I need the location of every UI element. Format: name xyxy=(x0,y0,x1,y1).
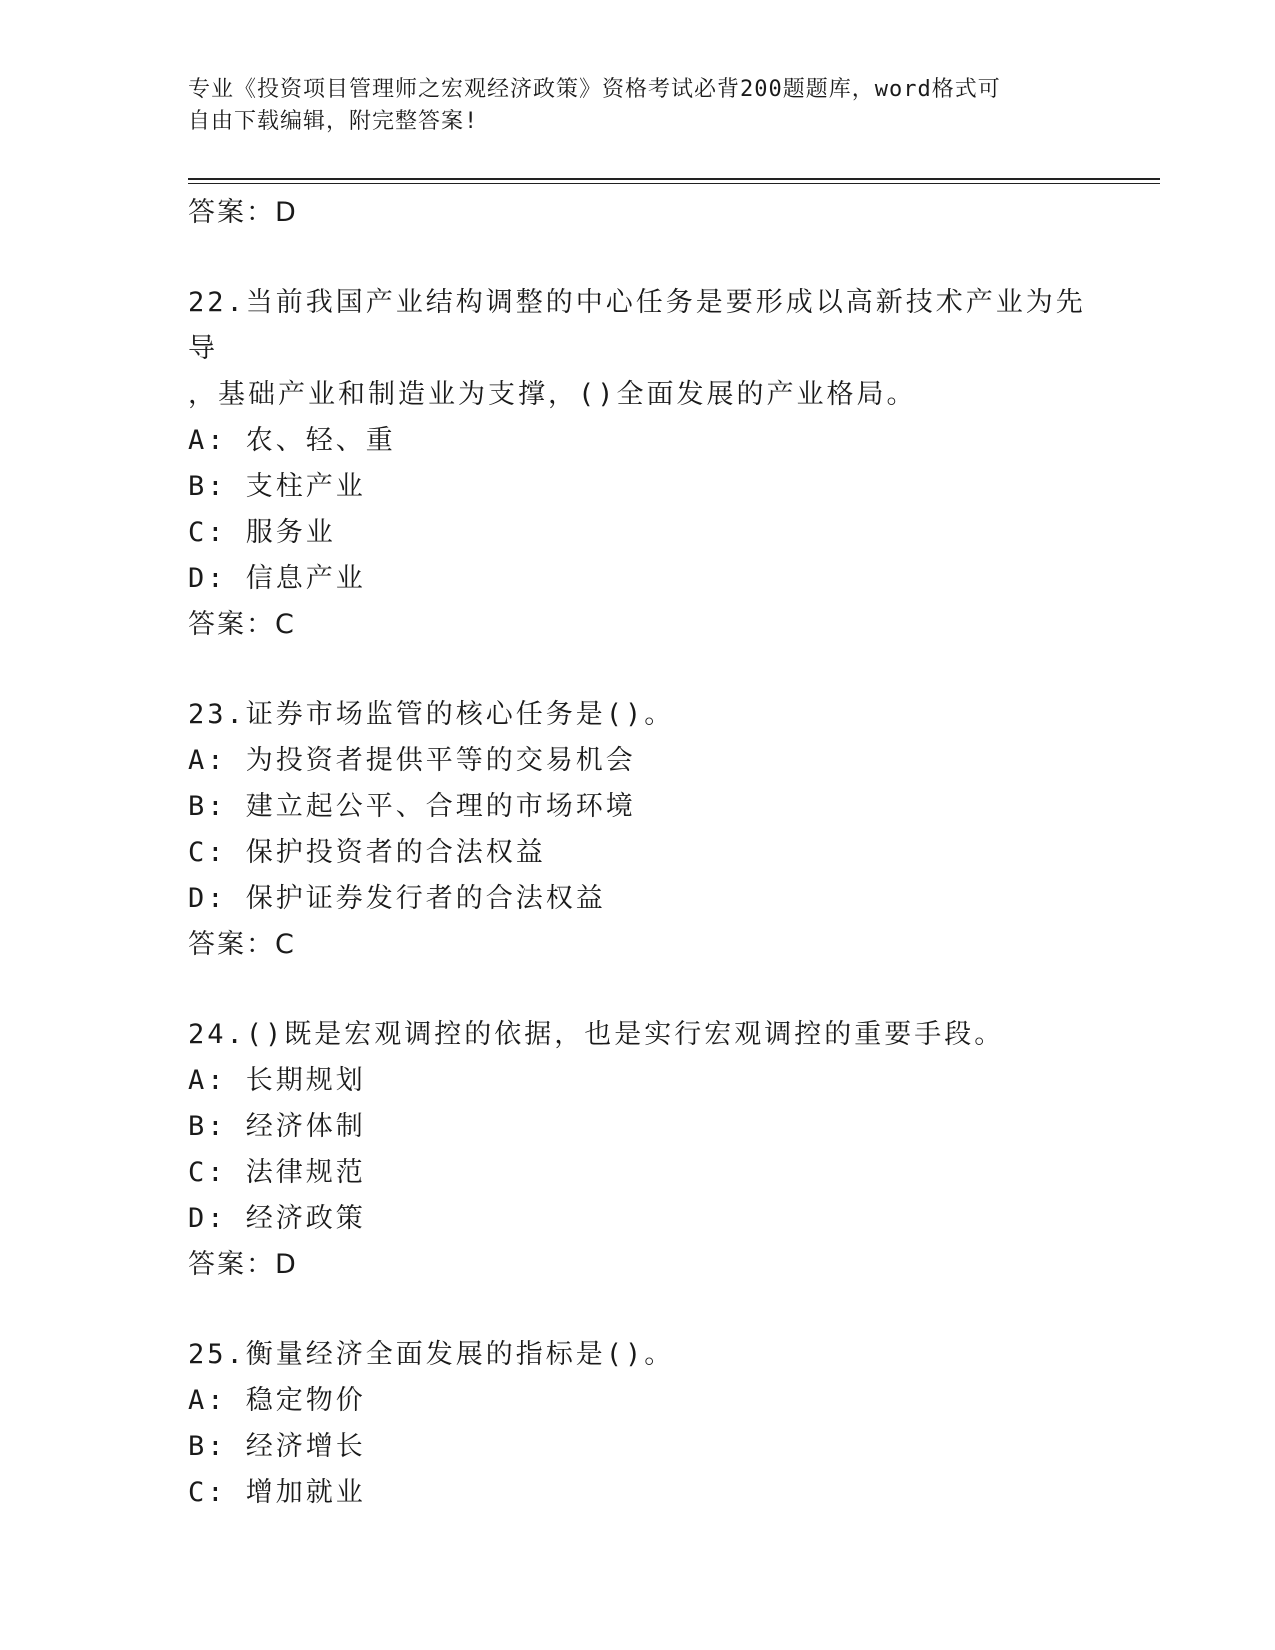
question-block xyxy=(188,1012,1088,1288)
question-block xyxy=(188,280,1088,648)
question-stem-continued: ，基础产业和制造业为支撑，()全面发展的产业格局。 xyxy=(188,379,917,410)
header-divider-thick xyxy=(188,178,1160,180)
option-a: A: 稳定物价 xyxy=(188,1385,366,1416)
option-c: C: 法律规范 xyxy=(188,1157,366,1188)
option-d: D: 经济政策 xyxy=(188,1203,366,1234)
header-line-1: 专业《投资项目管理师之宏观经济政策》资格考试必背200题题库，word格式可 xyxy=(188,77,1001,102)
option-d: D: 保护证券发行者的合法权益 xyxy=(188,883,606,914)
header-divider-thin xyxy=(188,183,1160,184)
option-b: B: 支柱产业 xyxy=(188,471,366,502)
option-a: A: 农、轻、重 xyxy=(188,425,396,456)
option-a: A: 长期规划 xyxy=(188,1065,366,1096)
option-a: A: 为投资者提供平等的交易机会 xyxy=(188,745,636,776)
answer-line: 答案：D xyxy=(188,1249,298,1280)
option-b: B: 经济体制 xyxy=(188,1111,366,1142)
header-line-2: 自由下载编辑，附完整答案! xyxy=(188,109,479,134)
option-d: D: 信息产业 xyxy=(188,563,366,594)
option-b: B: 建立起公平、合理的市场环境 xyxy=(188,791,636,822)
question-block xyxy=(188,692,1088,968)
answer-line: 答案：C xyxy=(188,929,296,960)
document-header xyxy=(188,74,1088,138)
option-b: B: 经济增长 xyxy=(188,1431,366,1462)
question-content xyxy=(188,190,1088,1516)
question-stem: 22.当前我国产业结构调整的中心任务是要形成以高新技术产业为先导 xyxy=(188,287,1086,364)
question-block xyxy=(188,1332,1088,1516)
answer-line: 答案：D xyxy=(188,197,298,228)
question-stem: 24.()既是宏观调控的依据，也是实行宏观调控的重要手段。 xyxy=(188,1019,1005,1050)
question-stem: 25.衡量经济全面发展的指标是()。 xyxy=(188,1339,675,1370)
question-stem: 23.证券市场监管的核心任务是()。 xyxy=(188,699,675,730)
option-c: C: 服务业 xyxy=(188,517,336,548)
answer-line: 答案：C xyxy=(188,609,296,640)
option-c: C: 增加就业 xyxy=(188,1477,366,1508)
option-c: C: 保护投资者的合法权益 xyxy=(188,837,546,868)
